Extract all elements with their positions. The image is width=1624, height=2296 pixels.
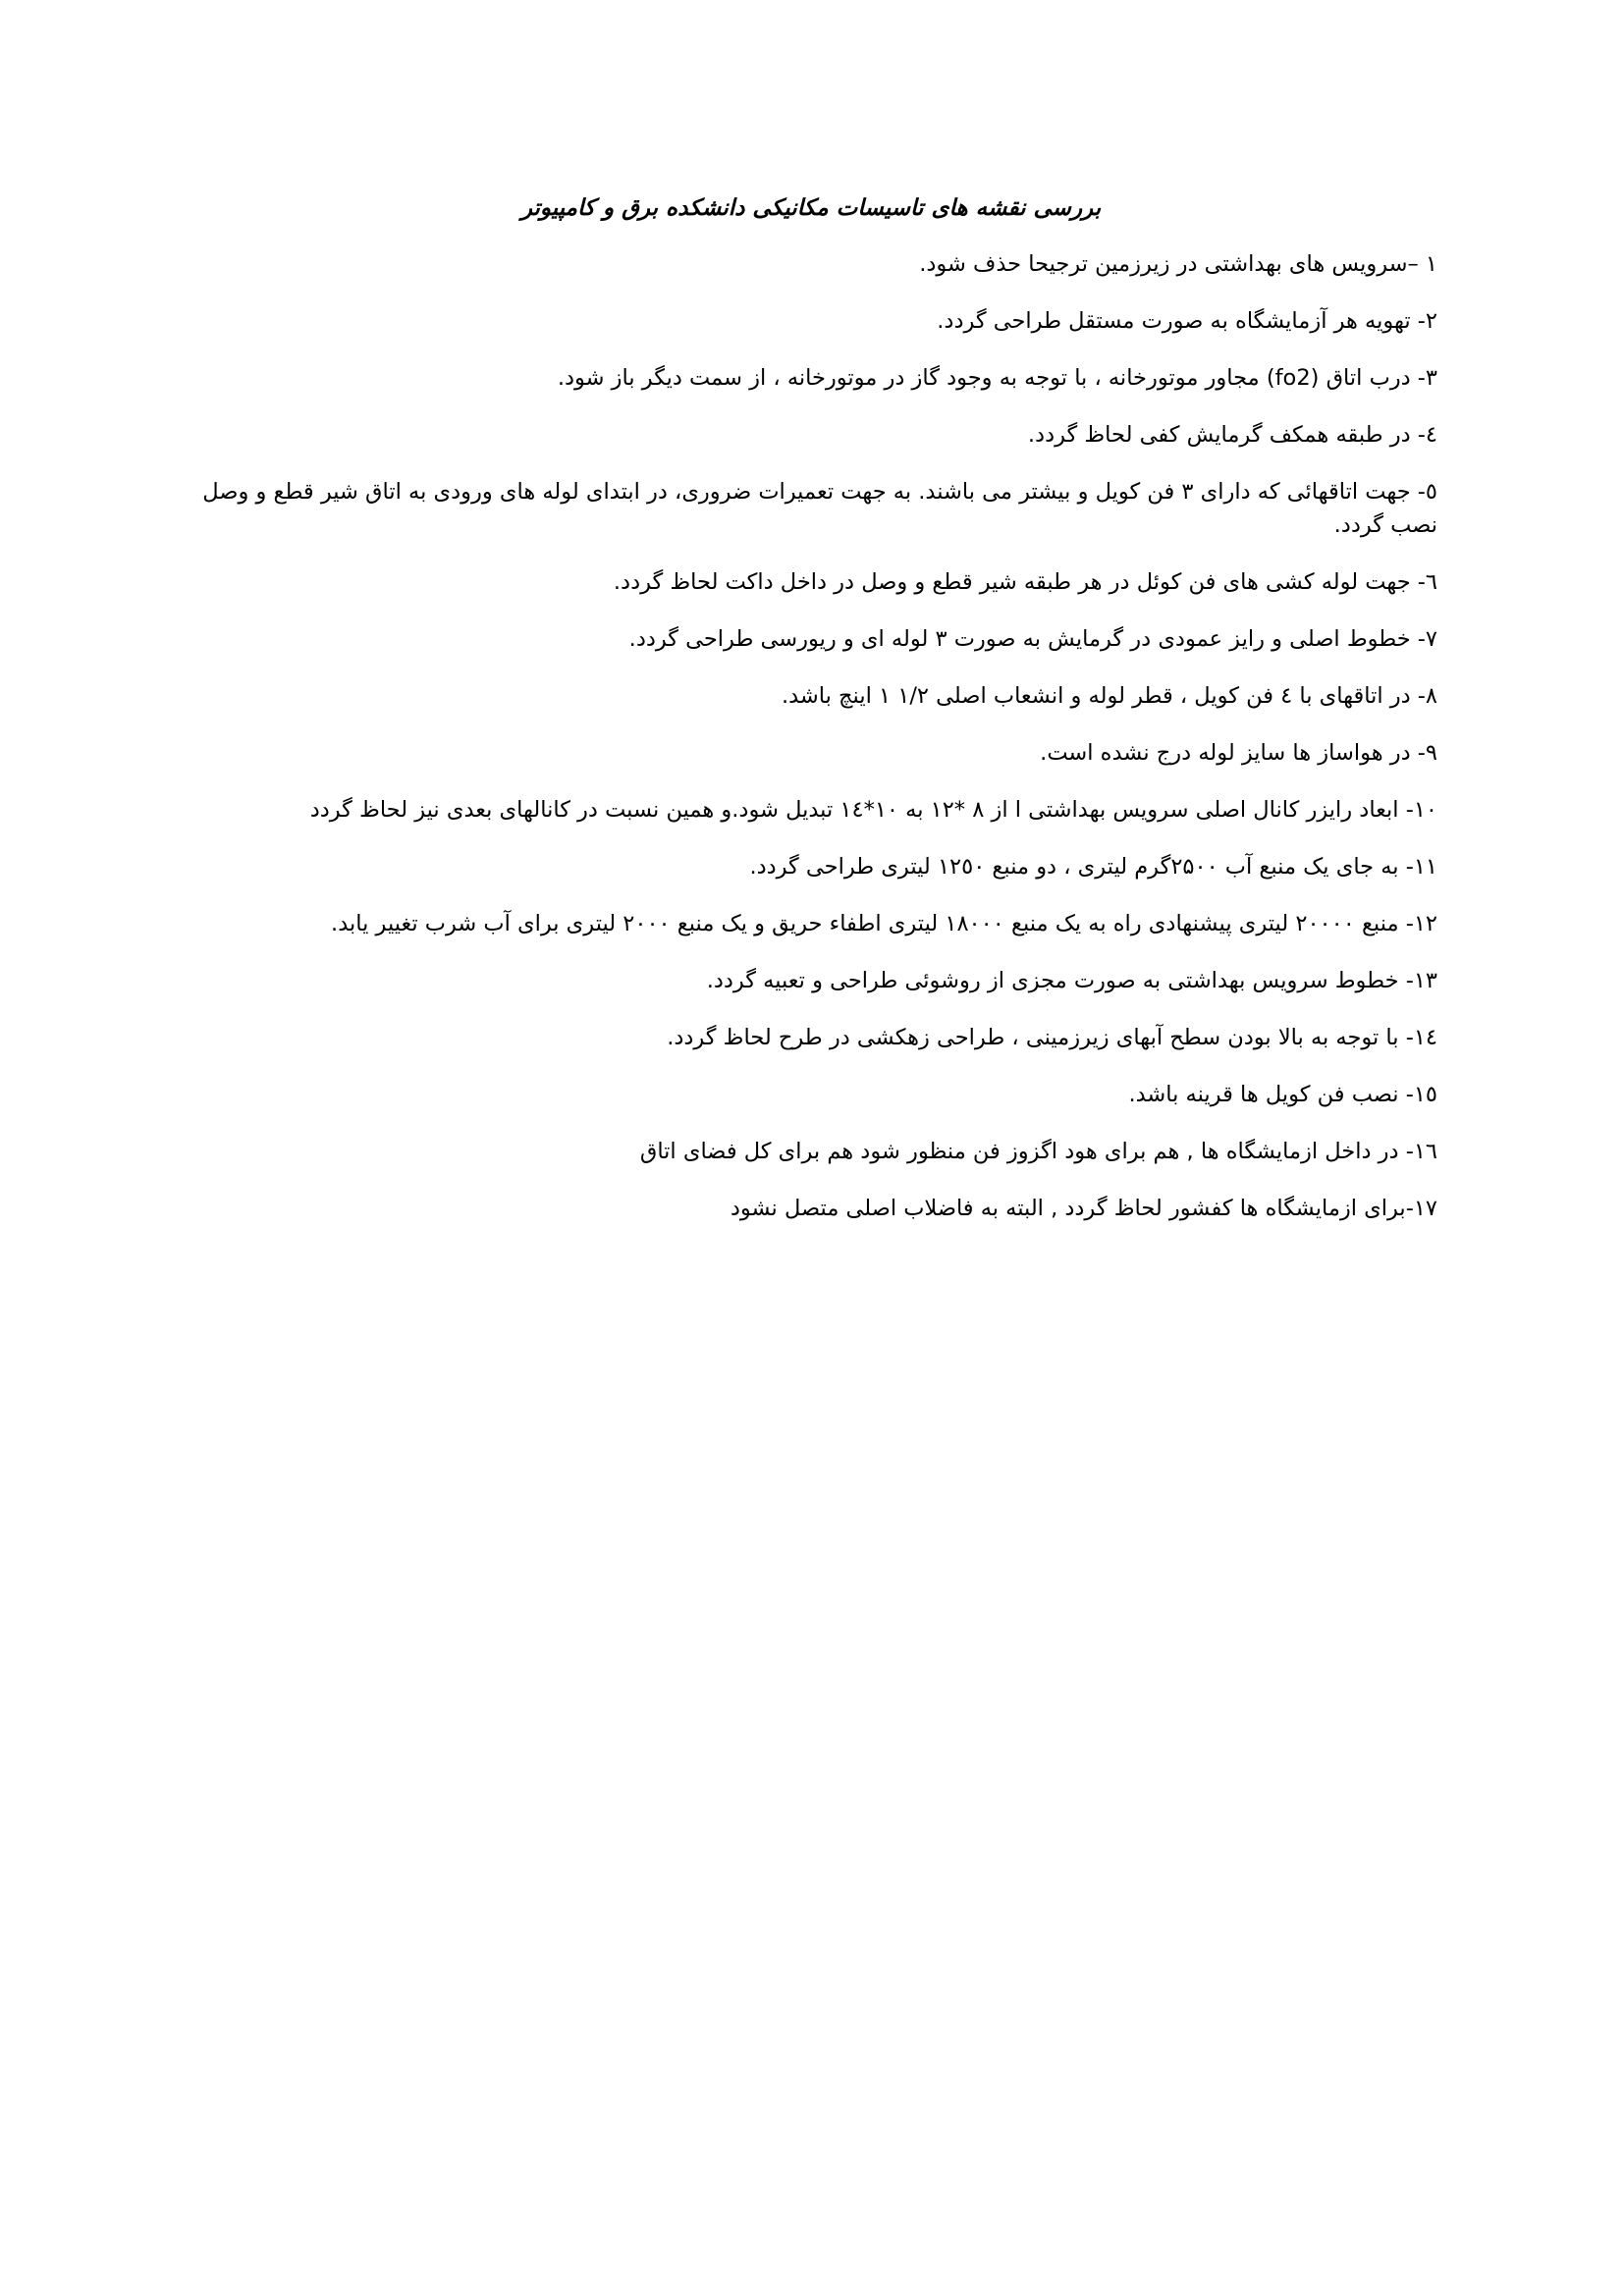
- list-item: ۱۲- منبع ۲۰۰۰۰ لیتری پیشنهادی راه به یک منبع ۱۸۰۰۰ لیتری اطفاء حریق و یک منبع ۲۰۰۰ لیتری برای آب شرب تغییر یابد.: [331, 911, 1437, 936]
- list-item: ۱٤- با توجه به بالا بودن سطح آبهای زیرزمینی ، طراحی زهکشی در طرح لحاظ گردد.: [667, 1025, 1437, 1050]
- list-item: ۱ –سرویس های بهداشتی در زیرزمین ترجیحا حذف شود.: [919, 251, 1437, 277]
- list-item: ۱۰- ابعاد رایزر کانال اصلی سرویس بهداشتی ا از ۸ *۱۲ به ۱۰*۱٤ تبدیل شود.و همین نسبت در کانالهای بعدی نیز لحاظ گردد: [309, 797, 1437, 823]
- document-title: بررسی نقشه های تاسیسات مکانیکی دانشکده برق و کامپیوتر: [520, 195, 1102, 221]
- list-item: ٤- در طبقه همکف گرمایش کفی لحاظ گردد.: [1027, 422, 1437, 448]
- list-item: ۱۷-برای ازمایشگاه ها کفشور لحاظ گردد , البته به فاضلاب اصلی متصل نشود: [730, 1196, 1437, 1221]
- list-item: ٥- جهت اتاقهائی که دارای ۳ فن کویل و بیشتر می باشند. به جهت تعمیرات ضروری، در ابتدای لوله های ورودی به اتاق شیر قطع و وصل نصب گردد.: [202, 479, 1437, 538]
- list-item: ۳- درب اتاق (fo2) مجاور موتورخانه ، با توجه به وجود گاز در موتورخانه ، از سمت دیگر باز شود.: [557, 365, 1437, 391]
- list-item: ۲- تهویه هر آزمایشگاه به صورت مستقل طراحی گردد.: [937, 308, 1437, 334]
- list-item: ۹- در هواساز ها سایز لوله درج نشده است.: [1040, 740, 1437, 766]
- list-item: ۷- خطوط اصلی و رایز عمودی در گرمایش به صورت ۳ لوله ای و ریورسی طراحی گردد.: [628, 626, 1437, 652]
- review-items-list: [196, 247, 1437, 1249]
- list-item: ۸- در اتاقهای با ٤ فن کویل ، قطر لوله و انشعاب اصلی ۱/۲ ۱ اینچ باشد.: [781, 683, 1437, 709]
- list-item: ۱۱- به جای یک منبع آب ۲۵۰۰گرم لیتری ، دو منبع ۱۲٥۰ لیتری طراحی گردد.: [749, 854, 1437, 880]
- list-item: ٦- جهت لوله کشی های فن کوئل در هر طبقه شیر قطع و وصل در داخل داکت لحاظ گردد.: [613, 569, 1437, 595]
- list-item: ۱٦- در داخل ازمایشگاه ها , هم برای هود اگزوز فن منظور شود هم برای کل فضای اتاق: [639, 1139, 1437, 1164]
- list-item: ۱٥- نصب فن کویل ها قرینه باشد.: [1128, 1082, 1437, 1107]
- list-item: ۱۳- خطوط سرویس بهداشتی به صورت مجزی از روشوئی طراحی و تعبیه گردد.: [706, 968, 1437, 993]
